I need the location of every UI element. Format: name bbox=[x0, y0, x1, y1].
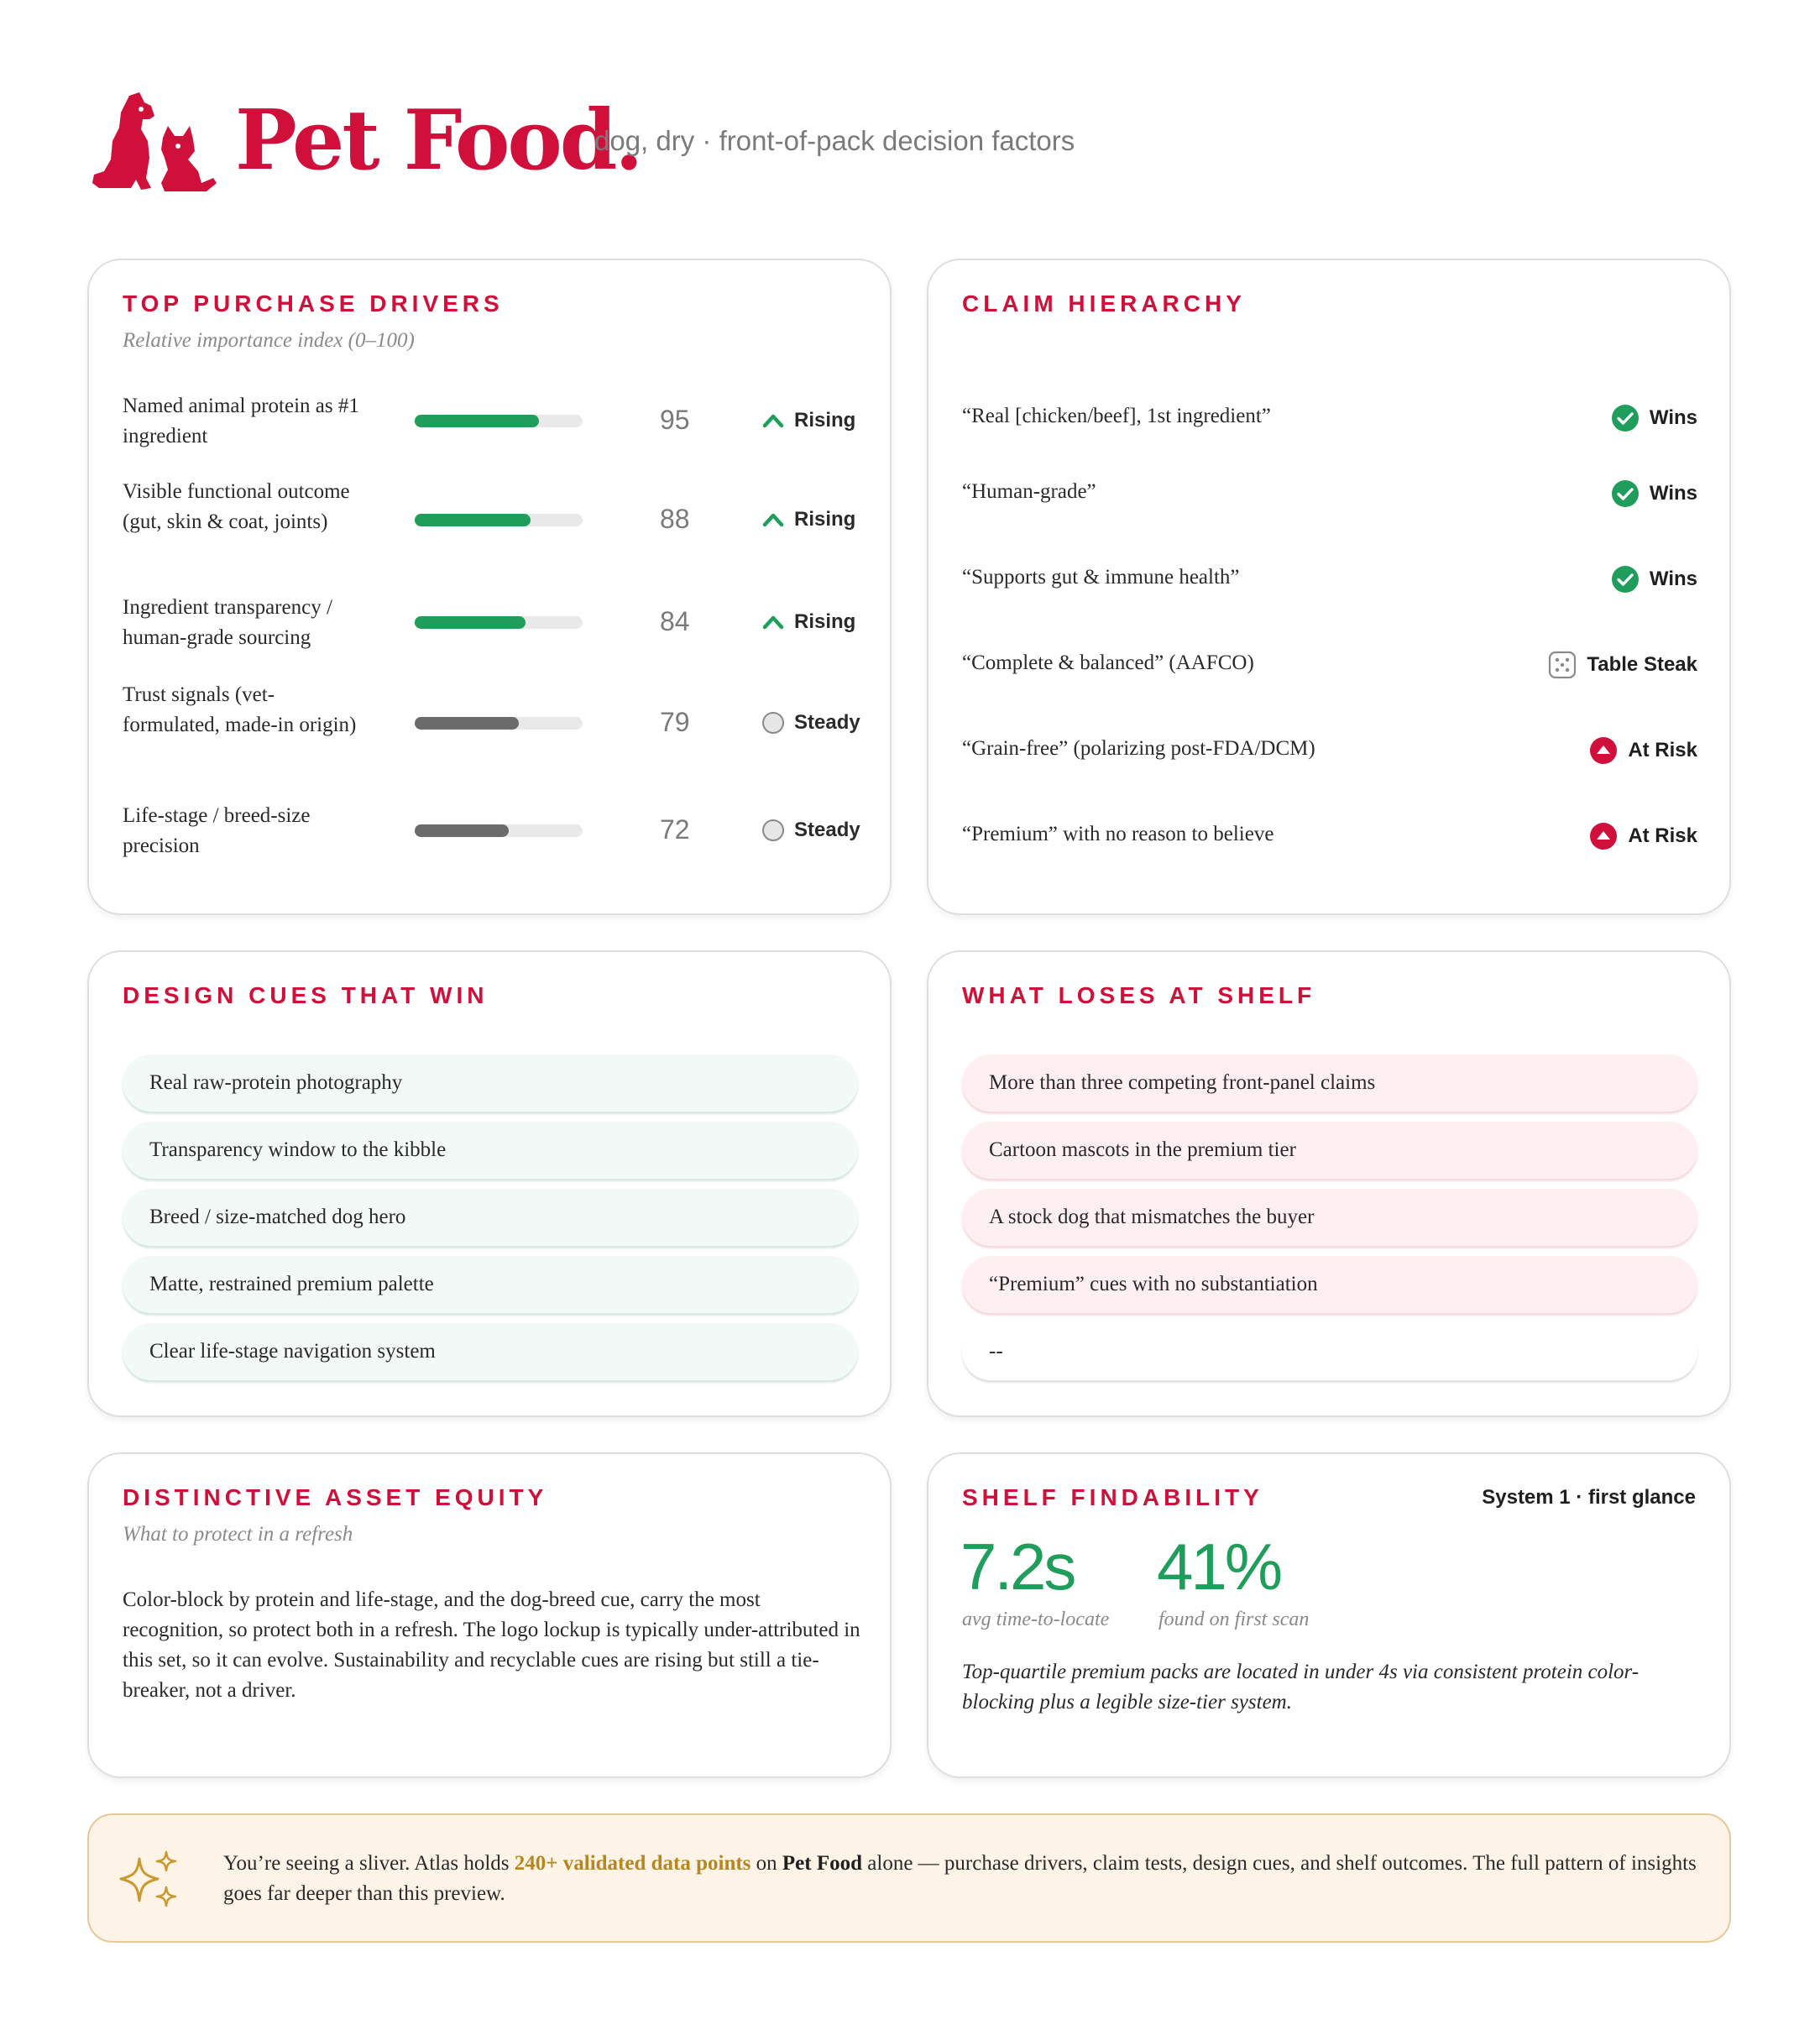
status-label: Wins bbox=[1649, 568, 1697, 590]
losing-cue-item: A stock dog that mismatches the buyer bbox=[962, 1189, 1697, 1246]
driver-bar-fill bbox=[415, 415, 539, 427]
card-title: WHAT LOSES AT SHELF bbox=[962, 982, 1316, 1008]
driver-bar-track bbox=[415, 514, 583, 526]
category-highlight: Pet Food bbox=[782, 1852, 863, 1875]
card-subtitle: What to protect in a refresh bbox=[123, 1523, 353, 1546]
upsell-banner bbox=[87, 1813, 1731, 1943]
check-circle-icon bbox=[1611, 565, 1640, 594]
system-label: System 1 · first glance bbox=[1482, 1486, 1696, 1509]
alert-up-icon bbox=[1589, 736, 1618, 765]
driver-score: 88 bbox=[660, 504, 690, 534]
claim-text: “Human-grade” bbox=[962, 480, 1096, 503]
shelf-note: Top-quartile premium packs are located in under 4s via consistent protein color-blocking plus a legible size-tier system. bbox=[962, 1661, 1640, 1713]
page-subtitle: dog, dry · front-of-pack decision factors bbox=[594, 125, 1075, 156]
banner-text-part: alone — purchase drivers, claim tests, design cues, and shelf outcomes. The full pattern of insights goes far deeper than this preview. bbox=[223, 1852, 1697, 1905]
driver-bar-fill bbox=[415, 514, 531, 526]
status-label: At Risk bbox=[1628, 824, 1697, 847]
driver-label: Visible functional outcome (gut, skin & coat, joints) bbox=[123, 480, 350, 533]
claim-text: “Supports gut & immune health” bbox=[962, 566, 1240, 589]
alert-up-icon bbox=[1589, 822, 1618, 850]
claim-status bbox=[1548, 648, 1697, 682]
claim-row bbox=[962, 648, 1697, 682]
status-label: Table Steak bbox=[1587, 653, 1697, 676]
driver-trend bbox=[761, 816, 860, 845]
claim-status bbox=[1589, 734, 1697, 767]
design-cue-item: Breed / size-matched dog hero bbox=[123, 1189, 858, 1246]
circle-icon bbox=[761, 818, 786, 843]
claim-text: “Grain-free” (polarizing post-FDA/DCM) bbox=[962, 737, 1315, 760]
driver-trend bbox=[761, 608, 855, 636]
trend-label: Rising bbox=[794, 508, 856, 531]
card-title: SHELF FINDABILITY bbox=[962, 1484, 1263, 1510]
claim-status bbox=[1611, 477, 1697, 510]
status-label: Wins bbox=[1649, 406, 1697, 429]
driver-bar-track bbox=[415, 616, 583, 629]
losing-cue-empty-item: -- bbox=[962, 1323, 1697, 1380]
status-label: Wins bbox=[1649, 482, 1697, 505]
data-points-highlight: 240+ validated data points bbox=[514, 1852, 751, 1875]
banner-text-part: on bbox=[750, 1852, 782, 1875]
sparkle-icon bbox=[118, 1850, 185, 1911]
claim-text: “Real [chicken/beef], 1st ingredient” bbox=[962, 405, 1271, 427]
card-title: TOP PURCHASE DRIVERS bbox=[123, 290, 504, 317]
dog-cat-logo-icon bbox=[91, 91, 218, 195]
time-to-locate-stat: 7.2s bbox=[960, 1530, 1075, 1604]
driver-bar-fill bbox=[415, 616, 526, 629]
claim-row bbox=[962, 477, 1697, 510]
claim-text: “Premium” with no reason to believe bbox=[962, 823, 1274, 845]
claim-hierarchy-card bbox=[927, 259, 1731, 915]
brand-title: Pet Food. bbox=[235, 92, 641, 189]
driver-label: Life-stage / breed-size precision bbox=[123, 804, 311, 857]
driver-label: Named animal protein as #1 ingredient bbox=[123, 395, 359, 447]
chevron-up-icon bbox=[761, 507, 786, 532]
design-cue-item: Matte, restrained premium palette bbox=[123, 1256, 858, 1313]
losing-cue-item: More than three competing front-panel claims bbox=[962, 1054, 1697, 1112]
trend-label: Steady bbox=[794, 711, 860, 734]
driver-trend bbox=[761, 709, 860, 737]
check-circle-icon bbox=[1611, 479, 1640, 508]
claim-row bbox=[962, 734, 1697, 767]
circle-icon bbox=[761, 710, 786, 735]
status-label: At Risk bbox=[1628, 739, 1697, 761]
banner-text-part: You’re seeing a sliver. Atlas holds bbox=[223, 1852, 515, 1875]
design-cue-item: Clear life-stage navigation system bbox=[123, 1323, 858, 1380]
card-title: CLAIM HIERARCHY bbox=[962, 290, 1246, 317]
driver-bar-fill bbox=[415, 824, 509, 837]
design-cue-item: Real raw-protein photography bbox=[123, 1054, 858, 1112]
claim-row bbox=[962, 401, 1697, 435]
driver-bar-track bbox=[415, 415, 583, 427]
driver-bar-track bbox=[415, 717, 583, 730]
asset-equity-body: Color-block by protein and life-stage, and the dog-breed cue, carry the most recognition, so protect both in a refresh. The logo lockup is typically under-attributed in this set, so it can evolve. Sustainability and recyclable cues are rising but still a tie-breaker, not a driver. bbox=[123, 1588, 860, 1702]
claim-row bbox=[962, 819, 1697, 853]
check-circle-icon bbox=[1611, 404, 1640, 432]
design-cue-item: Transparency window to the kibble bbox=[123, 1122, 858, 1179]
time-to-locate-label: avg time-to-locate bbox=[962, 1609, 1110, 1630]
chevron-up-icon bbox=[761, 408, 786, 433]
driver-score: 79 bbox=[660, 707, 690, 737]
driver-score: 95 bbox=[660, 405, 690, 435]
driver-trend bbox=[761, 505, 855, 534]
driver-label: Ingredient transparency / human-grade sourcing bbox=[123, 596, 332, 649]
losing-cue-item: “Premium” cues with no substantiation bbox=[962, 1256, 1697, 1313]
card-title: DISTINCTIVE ASSET EQUITY bbox=[123, 1484, 548, 1510]
driver-score: 84 bbox=[660, 606, 690, 636]
driver-bar-fill bbox=[415, 717, 519, 730]
shelf-findability-card bbox=[927, 1452, 1731, 1778]
driver-trend bbox=[761, 406, 855, 435]
claim-status bbox=[1611, 562, 1697, 596]
claim-text: “Complete & balanced” (AAFCO) bbox=[962, 651, 1254, 674]
trend-label: Rising bbox=[794, 610, 856, 633]
what-loses-card bbox=[927, 950, 1731, 1417]
dice-icon bbox=[1548, 651, 1577, 679]
card-subtitle: Relative importance index (0–100) bbox=[123, 329, 415, 352]
page-header bbox=[91, 91, 1686, 195]
trend-label: Steady bbox=[794, 819, 860, 841]
asset-equity-card bbox=[87, 1452, 892, 1778]
claim-status bbox=[1611, 401, 1697, 435]
design-cues-card bbox=[87, 950, 892, 1417]
trend-label: Rising bbox=[794, 409, 856, 432]
driver-label: Trust signals (vet-formulated, made-in origin) bbox=[123, 683, 357, 736]
card-title: DESIGN CUES THAT WIN bbox=[123, 982, 489, 1008]
claim-row bbox=[962, 562, 1697, 596]
first-scan-stat: 41% bbox=[1157, 1530, 1281, 1604]
driver-bar-track bbox=[415, 824, 583, 837]
banner-text bbox=[223, 1849, 1701, 1909]
purchase-drivers-card bbox=[87, 259, 892, 915]
chevron-up-icon bbox=[761, 610, 786, 635]
driver-score: 72 bbox=[660, 814, 690, 845]
claim-status bbox=[1589, 819, 1697, 853]
first-scan-label: found on first scan bbox=[1158, 1609, 1310, 1630]
losing-cue-item: Cartoon mascots in the premium tier bbox=[962, 1122, 1697, 1179]
